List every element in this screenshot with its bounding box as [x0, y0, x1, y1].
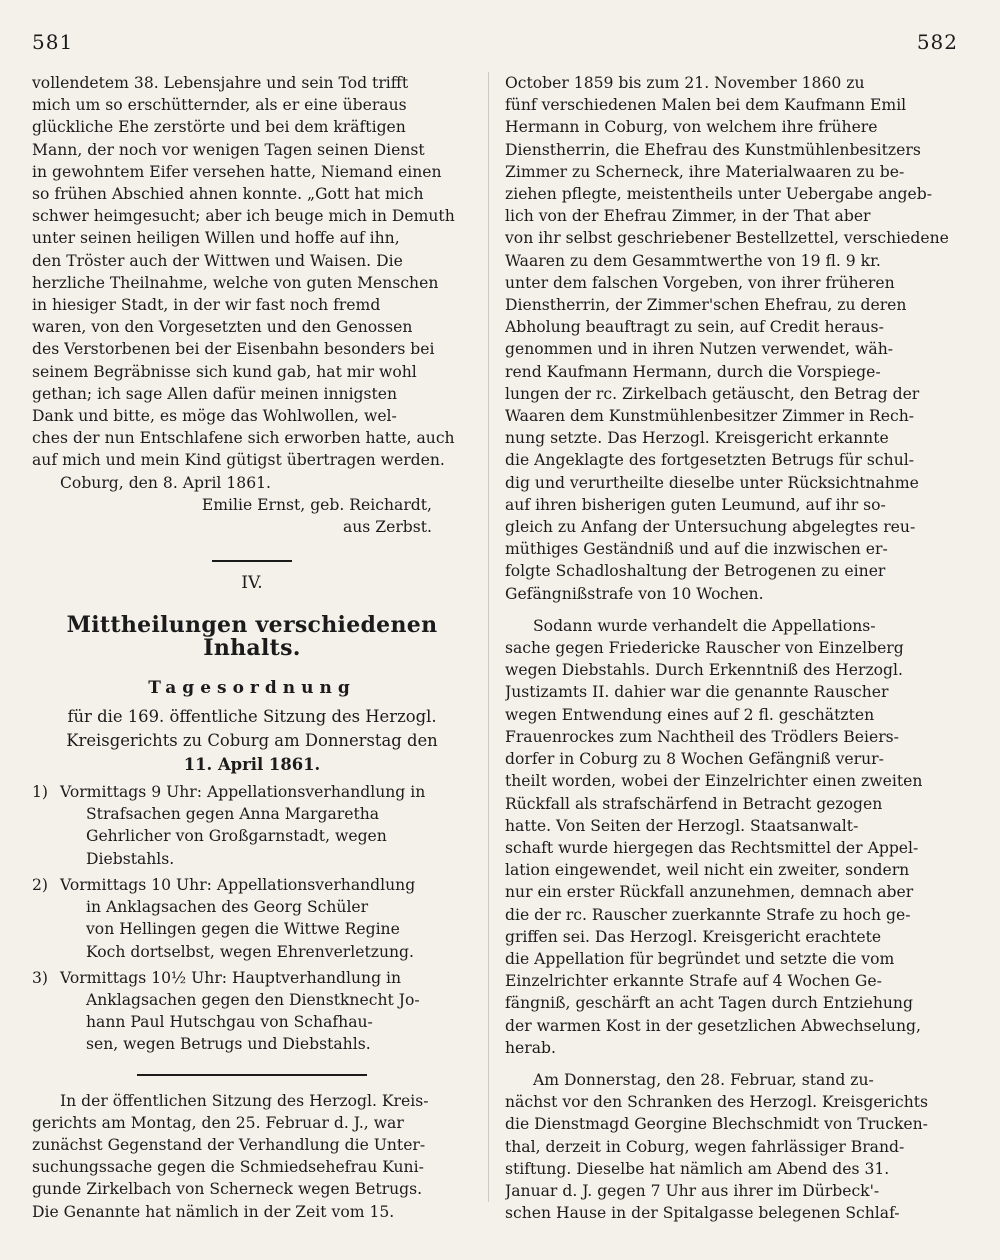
paragraph-blechschmidt [505, 1069, 957, 1224]
text-line: der warmen Kost in der gesetzlichen Abwechselung, [505, 1016, 921, 1035]
signature-place-date: Coburg, den 8. April 1861. [60, 473, 272, 492]
text-line: die Dienstmagd Georgine Blechschmidt von Trucken- [505, 1115, 928, 1134]
text-line: nächst vor den Schranken des Herzogl. Kreisgerichts [505, 1093, 929, 1112]
text-line: Dienstherrin, der Zimmer'schen Ehefrau, zu deren [505, 296, 907, 315]
text-line: in gewohntem Eifer versehen hatte, Niemand einen [32, 162, 442, 181]
text-line: Vormittags 10½ Uhr: Hauptverhandlung in [60, 968, 402, 987]
text-line: zunächst Gegenstand der Verhandlung die Unter- [32, 1135, 426, 1154]
text-line: Abholung beauftragt zu sein, auf Credit heraus- [505, 318, 884, 337]
signature-origin: aus Zerbst. [342, 518, 432, 537]
text-line: Koch dortselbst, wegen Ehrenverletzung. [86, 942, 414, 961]
text-line: die Appellation für begründet und setzte die vom [505, 949, 895, 968]
text-line: ches der nun Entschlafene sich erworben hatte, auch [32, 429, 455, 448]
section-rule [212, 560, 292, 562]
text-line: fünf verschiedenen Malen bei dem Kaufmann Emil [505, 96, 907, 115]
text-line: Vormittags 10 Uhr: Appellationsverhandlung [60, 875, 416, 894]
text-line: Januar d. J. gegen 7 Uhr aus ihrer im Dürbeck'- [505, 1181, 880, 1200]
signature-name: Emilie Ernst, geb. Reichardt, [201, 495, 432, 514]
text-line: Dienstherrin, die Ehefrau des Kunstmühlenbesitzers [505, 140, 921, 159]
section-number: IV. [241, 573, 263, 594]
text-line: glückliche Ehe zerstörte und bei dem kräftigen [32, 118, 406, 137]
text-line: Sodann wurde verhandelt die Appellations- [533, 616, 876, 635]
text-line: Zimmer zu Scherneck, ihre Materialwaaren zu be- [505, 162, 905, 181]
text-line: Hermann in Coburg, von welchem ihre frühere [505, 118, 878, 137]
gutter [488, 72, 489, 1202]
court-report-paragraph [32, 1090, 472, 1223]
text-line: rend Kaufmann Hermann, durch die Vorspiege- [505, 362, 881, 381]
text-line: in Anklagsachen des Georg Schüler [86, 898, 369, 917]
section-title: Mittheilungen verschiedenen Inhalts. [66, 612, 438, 661]
text-line: schaft wurde hiergegen das Rechtsmittel der Appel- [505, 838, 919, 857]
text-line: Vormittags 9 Uhr: Appellationsverhandlung in [60, 783, 426, 802]
text-line: Waaren dem Kunstmühlenbesitzer Zimmer in Rech- [505, 407, 915, 426]
text-line: von ihr selbst geschriebener Bestellzettel, verschiedene [505, 229, 949, 248]
text-line: nur ein erster Rückfall anzunehmen, demnach aber [505, 883, 914, 902]
text-line: theilt worden, wobei der Einzelrichter einen zweiten [505, 772, 923, 791]
text-line: herab. [505, 1038, 556, 1057]
text-line: Mann, der noch vor wenigen Tagen seinen Dienst [32, 140, 425, 159]
text-line: Dank und bitte, es möge das Wohlwollen, wel- [32, 407, 397, 426]
text-line: lation eingewendet, weil nicht ein zweiter, sondern [505, 861, 910, 880]
text-line: In der öffentlichen Sitzung des Herzogl. Kreis- [60, 1091, 429, 1110]
text-line: Rückfall als strafschärfend in Betracht gezogen [505, 794, 883, 813]
text-line: von Hellingen gegen die Wittwe Regine [86, 920, 400, 939]
text-line: Am Donnerstag, den 28. Februar, stand zu- [533, 1070, 874, 1089]
text-line: thal, derzeit in Coburg, wegen fahrlässiger Brand- [505, 1137, 905, 1156]
text-line: dig und verurtheilte dieselbe unter Rücksichtnahme [505, 473, 919, 492]
text-line: die der rc. Rauscher zuerkannte Strafe zu hoch ge- [505, 905, 911, 924]
agenda-item-number: 1) [32, 783, 49, 802]
text-line: lich von der Ehefrau Zimmer, in der That aber [505, 207, 871, 226]
text-line: Gehrlicher von Großgarnstadt, wegen [86, 827, 387, 846]
text-line: gerichts am Montag, den 25. Februar d. J., war [32, 1113, 404, 1132]
text-line: hann Paul Hutschgau von Schafhau- [86, 1013, 373, 1032]
text-line: die Angeklagte des fortgesetzten Betrugs für schul- [505, 451, 915, 470]
text-line: in hiesiger Stadt, in der wir fast noch fremd [32, 296, 381, 315]
page-number-left: 581 [32, 30, 74, 54]
agenda-item [32, 967, 472, 1056]
text-line: unter seinen heiligen Willen und hoffe auf ihn, [32, 229, 400, 248]
text-line: suchungssache gegen die Schmiedsehefrau Kuni- [32, 1158, 424, 1177]
text-line: sen, wegen Betrugs und Diebstahls. [86, 1035, 371, 1054]
text-line: gleich zu Anfang der Untersuchung abgelegtes reu- [505, 518, 916, 537]
divider-rule [137, 1074, 367, 1076]
text-line: Gefängnißstrafe von 10 Wochen. [505, 584, 764, 603]
text-line: des Verstorbenen bei der Eisenbahn besonders bei [32, 340, 435, 359]
text-line: sache gegen Friedericke Rauscher von Einzelberg [505, 639, 904, 658]
text-line: müthiges Geständniß und auf die inzwischen er- [505, 540, 888, 559]
text-line: October 1859 bis zum 21. November 1860 zu [505, 74, 865, 92]
text-line: schwer heimgesucht; aber ich beuge mich in Demuth [32, 207, 455, 226]
text-line: lungen der rc. Zirkelbach getäuscht, den Betrag der [505, 384, 920, 403]
agenda-date: 11. April 1861. [183, 755, 321, 775]
text-line: nung setzte. Das Herzogl. Kreisgericht erkannte [505, 429, 889, 448]
signature-block [32, 472, 472, 539]
text-line: folgte Schadloshaltung der Betrogenen zu einer [505, 562, 886, 581]
text-line: schen Hause in der Spitalgasse belegenen Schlaf- [505, 1204, 900, 1223]
text-line: seinem Begräbnisse sich kund gab, hat mir wohl [32, 362, 417, 381]
text-line: so frühen Abschied ahnen konnte. „Gott hat mich [32, 185, 424, 204]
agenda-title: Tagesordnung [148, 677, 356, 698]
text-line: waren, von den Vorgesetzten und den Genossen [32, 318, 413, 337]
agenda-heading-line: für die 169. öffentliche Sitzung des Herzogl. [67, 707, 437, 727]
text-line: Strafsachen gegen Anna Margaretha [86, 805, 380, 824]
text-line: Anklagsachen gegen den Dienstknecht Jo- [86, 990, 420, 1009]
paragraph-rauscher [505, 615, 957, 1059]
text-line: dorfer in Coburg zu 8 Wochen Gefängniß verur- [505, 750, 884, 769]
text-line: Einzelrichter erkannte Strafe auf 4 Wochen Ge- [505, 972, 882, 991]
agenda-item [32, 874, 472, 963]
right-column [505, 72, 957, 1224]
text-line: den Tröster auch der Wittwen und Waisen. Die [32, 251, 403, 270]
text-line: griffen sei. Das Herzogl. Kreisgericht erachtete [505, 927, 882, 946]
agenda-heading [32, 705, 472, 777]
text-line: Waaren zu dem Gesammtwerthe von 19 fl. 9 kr. [505, 251, 881, 270]
agenda-item-number: 3) [32, 968, 49, 987]
text-line: stiftung. Dieselbe hat nämlich am Abend des 31. [505, 1159, 890, 1178]
text-line: gethan; ich sage Allen dafür meinen innigsten [32, 384, 398, 403]
page-number-right: 582 [916, 30, 958, 54]
text-line: gunde Zirkelbach von Scherneck wegen Betrugs. [32, 1180, 423, 1199]
text-line: herzliche Theilnahme, welche von guten Menschen [32, 273, 439, 292]
left-column [32, 72, 472, 1223]
text-line: unter dem falschen Vorgeben, von ihrer früheren [505, 273, 895, 292]
text-line: ziehen pflegte, meistentheils unter Uebergabe angeb- [505, 185, 932, 204]
text-line: Justizamts II. dahier war die genannte Rauscher [505, 683, 889, 702]
letter-paragraph [32, 72, 472, 472]
text-line: hatte. Von Seiten der Herzogl. Staatsanwalt- [505, 816, 859, 835]
text-line: wegen Diebstahls. Durch Erkenntniß des Herzogl. [505, 661, 903, 680]
text-line: Diebstahls. [86, 849, 175, 868]
text-line: vollendetem 38. Lebensjahre und sein Tod trifft [32, 74, 409, 92]
text-line: mich um so erschütternder, als er eine überaus [32, 96, 407, 115]
text-line: auf ihren bisherigen guten Leumund, auf ihr so- [505, 495, 886, 514]
agenda-item [32, 781, 472, 870]
agenda-item-number: 2) [32, 875, 49, 894]
text-line: genommen und in ihren Nutzen verwendet, wäh- [505, 340, 894, 359]
text-line: auf mich und mein Kind gütigst übertragen werden. [32, 451, 445, 470]
text-line: fängniß, geschärft an acht Tagen durch Entziehung [505, 994, 913, 1013]
agenda-heading-line: Kreisgerichts zu Coburg am Donnerstag den [66, 731, 438, 751]
paragraph-zirkelbach [505, 72, 957, 605]
text-line: Die Genannte hat nämlich in der Zeit vom 15. [32, 1202, 395, 1221]
text-line: Frauenrockes zum Nachtheil des Trödlers Beiers- [505, 727, 899, 746]
text-line: wegen Entwendung eines auf 2 fl. geschätzten [505, 705, 875, 724]
